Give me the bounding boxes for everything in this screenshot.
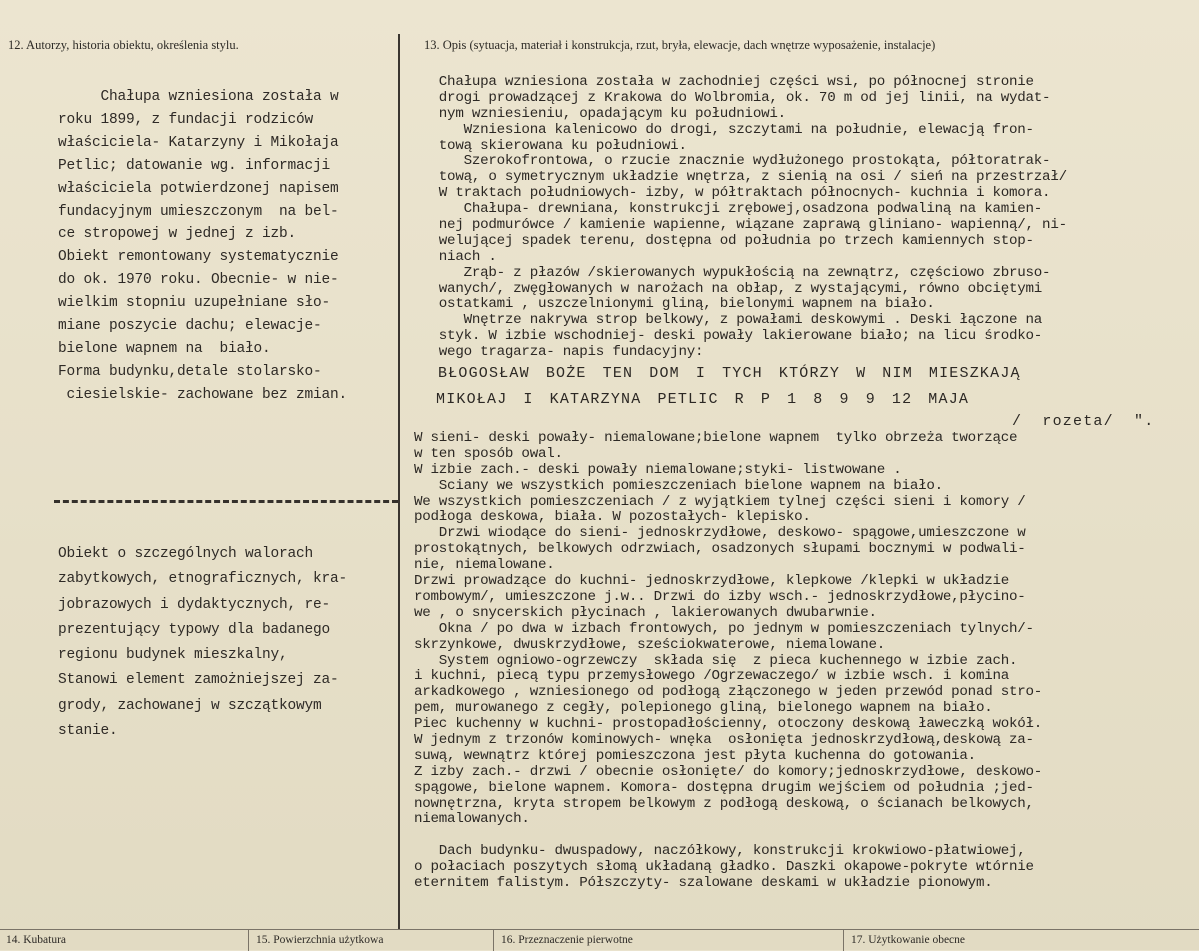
text-line: welującej spadek terenu, dostępna od południa po trzech kamiennych stop-	[414, 233, 1034, 249]
text-line: podłoga deskowa, biała. W pozostałych- klepisko.	[414, 510, 811, 526]
field-16-przeznaczenie: 16. Przeznaczenie pierwotne	[501, 934, 633, 946]
text-line: w ten sposób owal.	[414, 446, 563, 462]
inscription-word: W	[856, 365, 867, 383]
text-line: Ściany we wszystkich pomieszczeniach bielone wapnem na biało.	[414, 478, 943, 494]
text-line: niemalowanych.	[414, 812, 530, 828]
text-line: styk. W izbie wschodniej- deski powały lakierowane biało; na licu środko-	[414, 329, 1043, 345]
footer-divider	[493, 930, 494, 951]
text-line: nie, niemalowane.	[414, 558, 555, 574]
text-line: Chałupa wzniesiona została w zachodniej części wsi, po północnej stronie	[414, 75, 1034, 90]
inscription-word: P	[760, 391, 772, 409]
inscription-word: TYCH	[722, 365, 763, 383]
foundation-inscription-line-3: / rozeta/ ".	[1012, 413, 1155, 431]
text-line: Zrąb- z płazów /skierowanych wypukłością na zewnątrz, częściowo zbruso-	[414, 265, 1051, 281]
inscription-word: 8	[813, 391, 824, 409]
text-line: rombowym/, umieszczone j.w.. Drzwi do izby wsch.- jednoskrzydłowe,płycino-	[414, 589, 1026, 605]
inscription-word: MIKOŁAJ	[436, 391, 508, 409]
text-line: niach .	[414, 249, 497, 265]
inscription-word: KTÓRZY	[778, 365, 841, 383]
footer-divider	[248, 930, 249, 951]
description-text-block	[414, 75, 1199, 892]
text-line: Chałupa- drewniana, konstrukcji zrębowej,osadzona podwaliną na kamien-	[414, 202, 1043, 218]
text-line: prostokątnych, belkowych odrzwiach, osadzonych słupami bocznymi w podwali-	[414, 542, 1026, 558]
text-line: eternitem falistym. Półszczyty- szalowane deskami w układzie pionowym.	[414, 875, 993, 891]
text-line: Wnętrze nakrywa strop belkowy, z powałami deskowymi . Deski łączone na	[414, 313, 1043, 329]
inscription-word: I	[695, 365, 707, 383]
description-part-a	[414, 75, 1199, 361]
inscription-word: NIM	[882, 365, 913, 383]
footer-fields-row	[0, 929, 1199, 951]
text-line: drogi prowadzącej z Krakowa do Wolbromia, ok. 70 m od jej linii, na wydat-	[414, 90, 1051, 106]
text-line: Piec kuchenny w kuchni- prostopadłościenny, otoczony deskową ławeczką wokół.	[414, 717, 1043, 733]
inscription-word: 9	[865, 391, 876, 409]
field-17-uzytkowanie: 17. Użytkowanie obecne	[851, 934, 966, 946]
dashed-separator	[54, 500, 398, 503]
text-line: We wszystkich pomieszczeniach / z wyjątkiem tylnej części sieni i komory /	[414, 494, 1026, 510]
text-line: wanych/, zwęgłowanych w narożach na obłap, z wystającymi, równo obciętymi	[414, 281, 1043, 297]
text-line: Z izby zach.- drzwi / obecnie osłonięte/ do komory;jednoskrzydłowe, deskowo-	[414, 764, 1043, 780]
text-line: tową skierowana ku południowi.	[414, 138, 687, 154]
valuation-text: Obiekt o szczególnych walorach zabytkowych, etnograficznych, kra- jobrazowych i dydaktycznych, re- prezentujący typowy dla badanego regionu budynek mieszkalny, Stanowi element zamożniejszej za- grody, zachowanej w szczątkowym stanie.	[58, 546, 348, 740]
text-line: wego tragarza- napis fundacyjny:	[414, 345, 704, 361]
text-line: we , o snycerskich płycinach , lakierowanych dwubarwnie.	[414, 605, 877, 621]
footer-divider	[843, 930, 844, 951]
text-line: W izbie zach.- deski powały niemalowane;styki- listwowane .	[414, 462, 902, 478]
text-line: nym wzniesieniu, opadającym ku południowi.	[414, 106, 786, 122]
inscription-word: BOŻE	[545, 365, 587, 383]
inscription-word: BŁOGOSŁAW	[438, 365, 530, 383]
text-line: System ogniowo-ogrzewczy składa się z pieca kuchennego w izbie zach.	[414, 653, 1018, 669]
inscription-word: PETLIC	[657, 391, 719, 409]
foundation-inscription-line-2	[414, 387, 1199, 413]
inscription-word: 1	[787, 391, 798, 409]
inscription-word: 12	[891, 391, 913, 409]
section-12-header: 12. Autorzy, historia obiektu, określenia stylu.	[8, 38, 239, 52]
inscription-word: I	[523, 391, 534, 409]
inscription-word: MAJA	[928, 391, 970, 409]
text-line: spągowe, bielone wapnem. Komora- dostępna drugim wejściem od południa ;jed-	[414, 780, 1034, 796]
text-line: W traktach południowych- izby, w półtraktach północnych- kuchnia i komora.	[414, 186, 1051, 202]
field-15-powierzchnia: 15. Powierzchnia użytkowa	[256, 934, 384, 946]
history-text-block	[58, 86, 403, 407]
text-line	[414, 828, 1199, 844]
text-line: nej podmurówce / kamienie wapienne, wiązane zaprawą gliniano- wapienną/, ni-	[414, 218, 1067, 234]
text-line: W sieni- deski powały- niemalowane;bielone wapnem tylko obrzeża tworzące	[414, 431, 1018, 447]
text-line: arkadkowego , wzniesionego od podłogą złączonego w jeden przewód ponad stro-	[414, 685, 1043, 701]
field-14-kubatura: 14. Kubatura	[6, 934, 67, 946]
text-line: W jednym z trzonów kominowych- wnęka osłonięta jednoskrzydłową,deskową za-	[414, 732, 1034, 748]
text-line: Drzwi prowadzące do kuchni- jednoskrzydłowe, klepkowe /klepki w układzie	[414, 574, 1009, 590]
valuation-text-block	[58, 542, 403, 744]
inscription-word: TEN	[602, 365, 634, 383]
inscription-word: MIESZKAJĄ	[928, 365, 1021, 383]
history-text: Chałupa wzniesiona została w roku 1899, z fundacji rodziców właściciela- Katarzyny i Mikołaja Petlic; datowanie wg. informacji właściciela potwierdzonej napisem fundacyjnym umieszczonym na bel- ce stropowej w jednej z izb. Obiekt remontowany systematycznie do ok. 1970 roku. Obecnie- w nie- wielkim stopniu uzupełniane sło- miane poszycie dachu; elewacje- bielone wapnem na biało. Forma budynku,detale stolarsko- ciesielskie- zachowane bez zmian.	[58, 89, 348, 403]
text-line: nownętrzna, kryta stropem belkowym z podłogą deskową, o ścianach belkowych,	[414, 796, 1034, 812]
text-line: i kuchni, piecą typu przemysłowego /Ogrzewaczego/ w izbie wsch. i komina	[414, 669, 1009, 685]
text-line: skrzynkowe, dwuskrzydłowe, sześciokwaterowe, niemalowane.	[414, 637, 886, 653]
text-line: tową, o symetrycznym układzie wnętrza, z sienią na osi / sień na przestrzał/	[414, 170, 1067, 186]
inscription-word: R	[734, 391, 745, 409]
description-part-b	[414, 431, 1199, 892]
text-line: pem, murowanego z cegły, polepionego gliną, bielonego wapnem na biało.	[414, 701, 993, 717]
text-line: Wzniesiona kalenicowo do drogi, szczytami na południe, elewacją fron-	[414, 122, 1034, 138]
text-line: Drzwi wiodące do sieni- jednoskrzydłowe, deskowo- spągowe,umieszczone w	[414, 526, 1026, 542]
text-line: Dach budynku- dwuspadowy, naczółkowy, konstrukcji krokwiowo-płatwiowej,	[414, 844, 1026, 860]
foundation-inscription-line-1	[414, 361, 1199, 387]
section-13-header: 13. Opis (sytuacja, materiał i konstrukcja, rzut, bryła, elewacje, dach wnętrze wyposażenie, instalacje)	[424, 38, 936, 52]
text-line: Szerokofrontowa, o rzucie znacznie wydłużonego prostokąta, półtoratrak-	[414, 154, 1051, 170]
text-line: Okna / po dwa w izbach frontowych, po jednym w pomieszczeniach tylnych/-	[414, 621, 1034, 637]
text-line: ostatkami , uszczelnionymi gliną, bielonymi wapnem na biało.	[414, 297, 935, 313]
text-line: suwą, wewnątrz której pomieszczona jest płyta kuchenna do gotowania.	[414, 748, 976, 764]
inscription-word: 9	[839, 391, 850, 409]
text-line: o połaciach poszytych słomą układaną gładko. Daszki okapowe-pokryte wtórnie	[414, 860, 1034, 876]
inscription-word: KATARZYNA	[549, 391, 642, 409]
inscription-word: DOM	[649, 365, 680, 383]
